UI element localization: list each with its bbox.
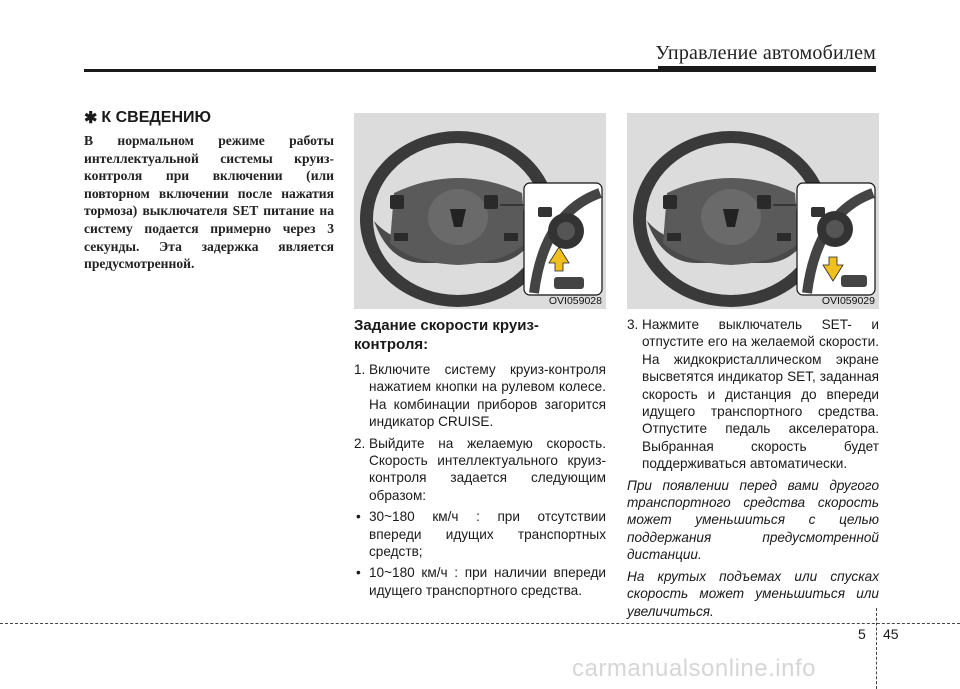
step-number: 2.	[354, 435, 366, 451]
step-number: 3.	[627, 317, 639, 332]
footer-divider	[876, 608, 878, 689]
figure-code: OVI059029	[821, 295, 875, 307]
steering-wheel-illustration	[627, 113, 879, 309]
footer-rule	[0, 623, 960, 624]
note-text: На крутых подъемах или спусках скорость может уменьшиться или увеличиться.	[627, 568, 879, 619]
instructions-column-right	[627, 316, 879, 622]
chapter-number: 5	[858, 626, 866, 642]
info-heading	[84, 108, 334, 128]
bullet-mark: •	[356, 565, 361, 581]
bullet-text: 10~180 км/ч : при наличии впереди идущего транспортного средства.	[369, 565, 606, 598]
header-title: Управление автомобилем	[655, 42, 876, 64]
step-text: Нажмите выключатель SET- и отпустите его на желаемой скорости. На жидкокристаллическом экране высветятся индикатор SET, заданная скорость и дистанция до впереди идущего транспортного средства. Отпустите педаль акселератора. Выбранная скорость будет поддерживаться автоматически.	[642, 317, 879, 472]
watermark: carmanualsonline.info	[572, 655, 816, 682]
page-number: 45	[883, 626, 899, 642]
figure-steering-wheel-1	[354, 113, 606, 309]
section-title: Задание скорости круиз-контроля:	[354, 317, 539, 353]
bullet-mark: •	[356, 509, 361, 525]
step-item	[354, 435, 606, 505]
bullet-text: 30~180 км/ч : при отсутствии впереди идущих транспортных средств;	[369, 509, 606, 560]
instructions-column-left	[354, 316, 606, 603]
note-text: При появлении перед вами другого транспортного средства скорость может уменьшиться с целью поддержания предусмотренной дистанции.	[627, 477, 879, 563]
figure-steering-wheel-2	[627, 113, 879, 309]
info-body: В нормальном режиме работы интеллектуальной системы круиз-контроля при включении (или повторном включении после нажатия тормоза) выключателя SET питание на систему подается примерно через 3 секунды. Эта задержка является предусмотренной.	[84, 133, 334, 272]
step-item	[354, 361, 606, 431]
header-accent-bar	[658, 66, 876, 71]
bullet-item	[354, 508, 606, 560]
step-text: Включите систему круиз-контроля нажатием кнопки на рулевом колесе. На комбинации приборов загорится индикатор CRUISE.	[369, 362, 606, 430]
step-item	[627, 316, 879, 473]
step-number: 1.	[354, 362, 366, 377]
info-title: К СВЕДЕНИЮ	[101, 109, 212, 126]
info-box	[84, 108, 334, 273]
asterisk-icon: ✱	[84, 110, 98, 127]
step-text: Выйдите на желаемую скорость. Скорость интеллектуального круиз-контроля задается следующим образом:	[369, 435, 606, 503]
bullet-item	[354, 564, 606, 599]
figure-code: OVI059028	[548, 295, 602, 307]
steering-wheel-illustration	[354, 113, 606, 309]
